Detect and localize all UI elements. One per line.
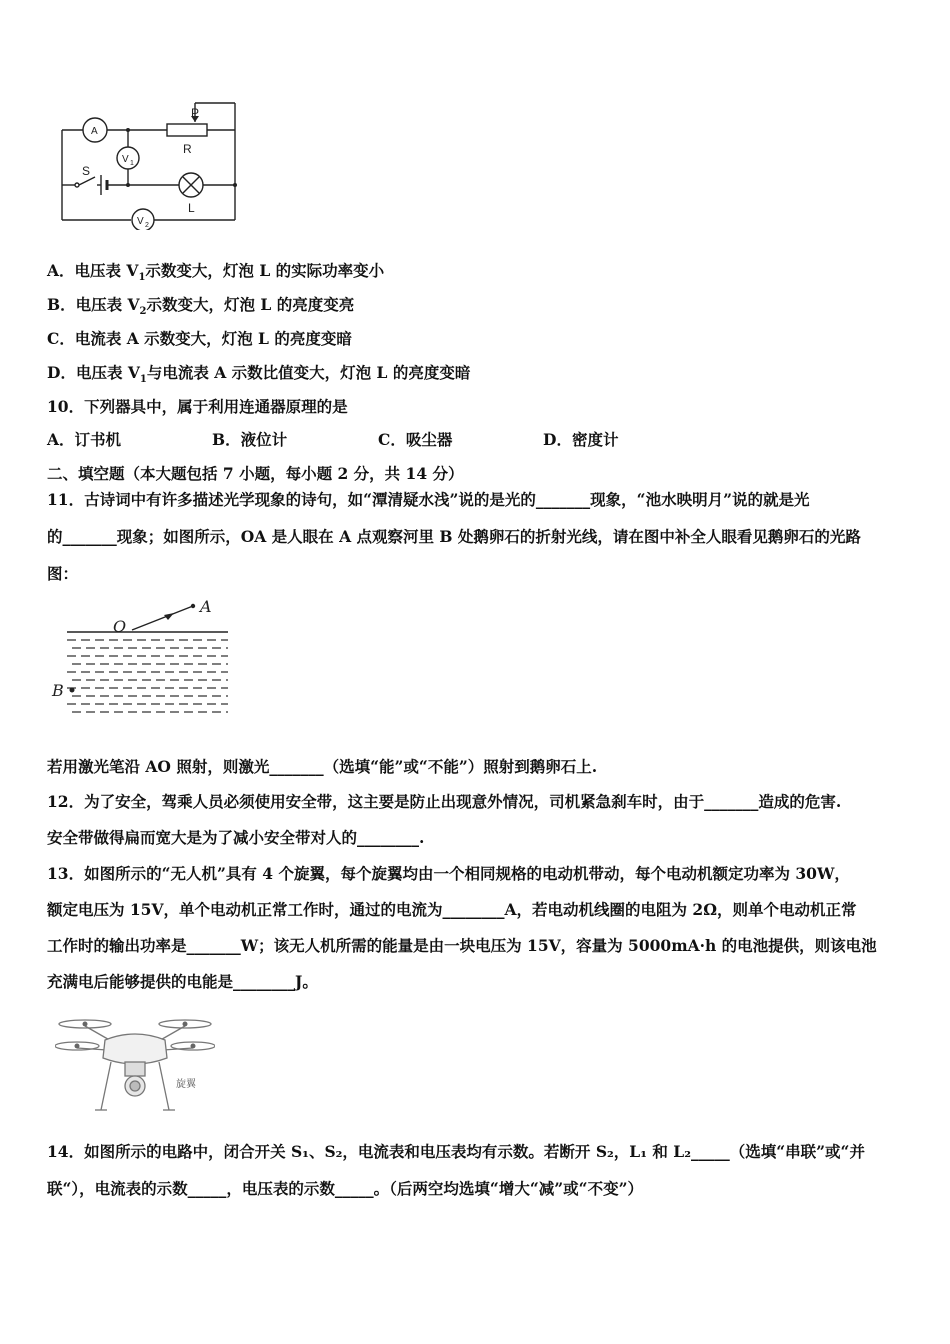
q11-line1: 11．古诗词中有许多描述光学现象的诗句，如“潭清疑水浅”说的是光的_______现象，“池水映明月”说的就是光 <box>47 490 810 509</box>
q10-option-d: D．密度计 <box>543 430 619 449</box>
label-s: S <box>82 164 91 178</box>
label-v1-sub: 1 <box>130 160 134 167</box>
label-ammeter: A <box>91 126 98 137</box>
q11-line3: 图： <box>47 564 79 583</box>
drone-figure <box>55 1010 215 1118</box>
q14-line1: 14．如图所示的电路中，闭合开关 S₁、S₂，电流表和电压表均有示数。若断开 S₂，L₁ 和 L₂_____（选填“串联”或“并 <box>47 1142 865 1161</box>
q14-line2: 联“），电流表的示数_____，电压表的示数_____。（后两空均选填“增大“减”或“不变”） <box>47 1179 643 1198</box>
fig-label-o: O <box>113 617 127 636</box>
label-v2: V <box>137 216 144 227</box>
q10-option-c: C．吸尘器 <box>378 430 453 449</box>
q13-line3: 工作时的输出功率是_______W；该无人机所需的能量是由一块电压为 15V，容量为 5000mA·h 的电池提供，则该电池 <box>47 936 877 955</box>
fig-label-a: A <box>200 597 212 616</box>
label-l: L <box>188 201 195 215</box>
label-v1: V <box>122 154 129 165</box>
fig-label-b: B <box>52 681 64 700</box>
label-r: R <box>183 142 192 156</box>
q13-line2: 额定电压为 15V，单个电动机正常工作时，通过的电流为________A，若电动机线圈的电阻为 2Ω，则单个电动机正常 <box>47 900 857 919</box>
q9-option-d: D．电压表 $V_1$与电流表 A 示数比值变大，灯泡 L 的亮度变暗 <box>47 363 471 386</box>
q9-option-c: C．电流表 A 示数变大，灯泡 L 的亮度变暗 <box>47 329 352 348</box>
label-v2-sub: 2 <box>145 222 149 229</box>
circuit-diagram <box>55 95 245 230</box>
label-p: P <box>191 106 200 120</box>
q12-line1: 12．为了安全，驾乘人员必须使用安全带，这主要是防止出现意外情况，司机紧急刹车时，由于_______造成的危害. <box>47 792 842 811</box>
q13-line4: 充满电后能够提供的电能是________J。 <box>47 972 318 991</box>
section-heading: 二、填空题（本大题包括 7 小题，每小题 2 分，共 14 分） <box>47 464 464 483</box>
q9-option-b: B．电压表 $V_2$示数变大，灯泡 L 的亮度变亮 <box>47 295 355 318</box>
q12-line2: 安全带做得扁而宽大是为了减小安全带对人的________. <box>47 828 425 847</box>
drone-label: 旋翼 <box>176 1079 196 1090</box>
water-refraction-figure <box>50 592 232 724</box>
q9-option-a: A．电压表 $V_1$示数变大，灯泡 L 的实际功率变小 <box>47 261 385 284</box>
q11-line4: 若用激光笔沿 AO 照射，则激光_______（选填“能”或“不能”）照射到鹅卵石上. <box>47 757 598 776</box>
q10-option-b: B．液位计 <box>212 430 288 449</box>
q10-option-a: A．订书机 <box>47 430 122 449</box>
q10-stem: 10．下列器具中，属于利用连通器原理的是 <box>47 397 348 416</box>
q13-line1: 13．如图所示的“无人机”具有 4 个旋翼，每个旋翼均由一个相同规格的电动机带动，每个电动机额定功率为 30W， <box>47 864 850 883</box>
q11-line2: 的_______现象；如图所示，OA 是人眼在 A 点观察河里 B 处鹅卵石的折射光线，请在图中补全人眼看见鹅卵石的光路 <box>47 527 861 546</box>
